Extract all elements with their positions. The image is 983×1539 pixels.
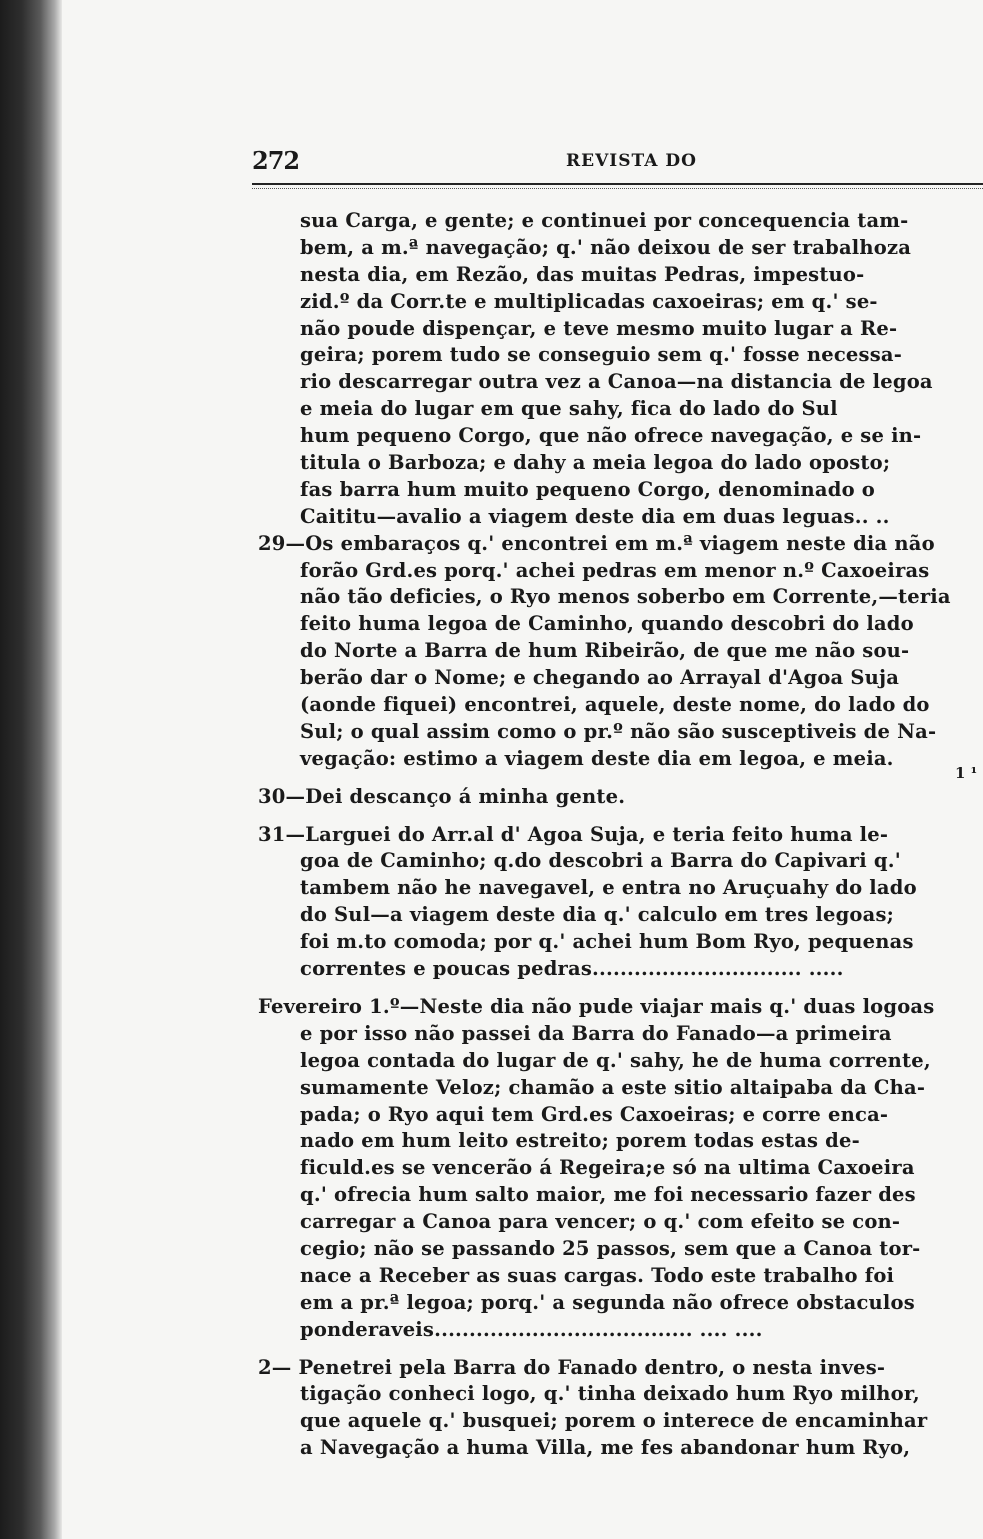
- text-line: Fevereiro 1.º—Neste dia não pude viajar mais q.' duas logoas: [258, 994, 935, 1018]
- text-line: ficuld.es se vencerão á Regeira;e só na ultima Caxoeira: [300, 1156, 915, 1180]
- text-line: (aonde fiquei) encontrei, aquele, deste nome, do lado do: [300, 693, 930, 717]
- text-line: titula o Barboza; e dahy a meia legoa do lado oposto;: [300, 451, 891, 475]
- text-line: q.' ofrecia hum salto maior, me foi necessario fazer des: [300, 1183, 916, 1207]
- text-line: tambem não he navegavel, e entra no Aruçuahy do lado: [300, 876, 917, 900]
- text-line: 30—Dei descanço á minha gente.: [258, 784, 626, 808]
- text-line: vegação: estimo a viagem deste dia em legoa, e meia.: [300, 746, 894, 770]
- header-rule: [252, 183, 983, 189]
- text-line: goa de Caminho; q.do descobri a Barra do Capivari q.': [300, 849, 901, 873]
- text-line: geira; porem tudo se conseguio sem q.' fosse necessa-: [300, 343, 903, 367]
- text-line: rio descarregar outra vez a Canoa—na distancia de legoa: [300, 370, 933, 394]
- text-line: carregar a Canoa para vencer; o q.' com efeito se con-: [300, 1210, 901, 1234]
- text-line: cegio; não se passando 25 passos, sem que a Canoa tor-: [300, 1236, 921, 1260]
- text-line: sua Carga, e gente; e continuei por concequencia tam-: [300, 209, 909, 232]
- text-line: feito huma legoa de Caminho, quando descobri do lado: [300, 612, 914, 636]
- text-line: ponderaveis..................................... .... ....: [300, 1317, 763, 1341]
- text-line: em a pr.ª legoa; porq.' a segunda não ofrece obstaculos: [300, 1290, 915, 1314]
- text-line: zid.º da Corr.te e multiplicadas caxoeiras; em q.' se-: [300, 289, 878, 313]
- text-line: que aquele q.' busquei; porem o interece de encaminhar: [300, 1409, 928, 1433]
- text-line: legoa contada do lugar de q.' sahy, he de huma corrente,: [300, 1048, 931, 1072]
- text-line: a Navegação a huma Villa, me fes abandonar hum Ryo,: [300, 1436, 911, 1460]
- book-spine-shadow: [0, 0, 62, 1539]
- text-line: não poude dispençar, e teve mesmo muito lugar a Re-: [300, 316, 898, 340]
- text-line: sumamente Veloz; chamão a este sitio altaipaba da Cha-: [300, 1075, 926, 1099]
- text-line: bem, a m.ª navegação; q.' não deixou de ser trabalhoza: [300, 235, 912, 259]
- text-line: pada; o Ryo aqui tem Grd.es Caxoeiras; e corre enca-: [300, 1102, 889, 1126]
- text-line: 29—Os embaraços q.' encontrei em m.ª viagem neste dia não: [258, 531, 935, 555]
- text-line: correntes e poucas pedras.............................. .....: [300, 957, 844, 981]
- page-number: 272: [252, 146, 300, 175]
- text-line: nesta dia, em Rezão, das muitas Pedras, impestuo-: [300, 262, 865, 286]
- text-line: nace a Receber as suas cargas. Todo este trabalho foi: [300, 1263, 895, 1287]
- margin-note: 1 ¹: [955, 764, 978, 782]
- text-line: berão dar o Nome; e chegando ao Arrayal d'Agoa Suja: [300, 666, 900, 690]
- text-line: e meia do lugar em que sahy, fica do lado do Sul: [300, 397, 838, 421]
- text-line: do Sul—a viagem deste dia q.' calculo em tres legoas;: [300, 903, 895, 927]
- running-title: REVISTA DO: [566, 151, 697, 171]
- text-line: foi m.to comoda; por q.' achei hum Bom Ryo, pequenas: [300, 930, 914, 954]
- text-line: não tão deficies, o Ryo menos soberbo em Corrente,—teria: [300, 585, 951, 609]
- text-line: forão Grd.es porq.' achei pedras em menor n.º Caxoeiras: [300, 558, 930, 582]
- text-line: 2— Penetrei pela Barra do Fanado dentro, o nesta inves-: [258, 1355, 886, 1379]
- text-line: nado em hum leito estreito; porem todas estas de-: [300, 1129, 860, 1153]
- text-line: e por isso não passei da Barra do Fanado—a primeira: [300, 1021, 892, 1045]
- text-line: do Norte a Barra de hum Ribeirão, de que me não sou-: [300, 639, 910, 663]
- body-text: [258, 208, 951, 1462]
- text-line: tigação conheci logo, q.' tinha deixado hum Ryo milhor,: [300, 1382, 920, 1406]
- text-line: fas barra hum muito pequeno Corgo, denominado o: [300, 477, 875, 501]
- text-line: Caititu—avalio a viagem deste dia em duas leguas.. ..: [300, 504, 890, 528]
- text-line: 31—Larguei do Arr.al d' Agoa Suja, e teria feito huma le-: [258, 822, 889, 846]
- text-line: hum pequeno Corgo, que não ofrece navegação, e se in-: [300, 424, 922, 448]
- text-line: Sul; o qual assim como o pr.º não são susceptiveis de Na-: [300, 719, 937, 743]
